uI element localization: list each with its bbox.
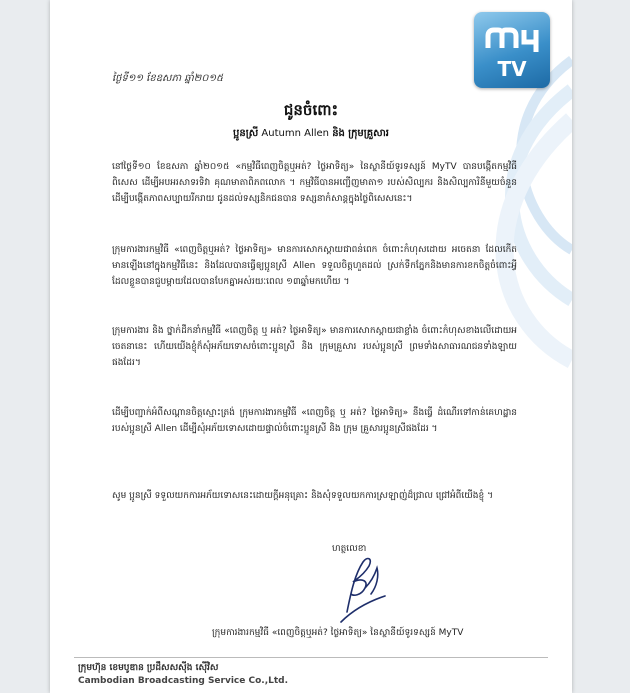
handwritten-signature	[333, 552, 393, 624]
letter-date: ថ្ងៃទី១១ ខែឧសភា ឆ្នាំ២០១៥	[112, 73, 224, 84]
letter-paragraph-3: ក្រុមការងារ និង ថ្នាក់ដឹកនាំកម្មវិធី «ពេញចិត្ត ឬ អត់? ថ្ងៃអាទិត្យ» មានការសោកស្តាយជាខ្លាំង ចំពោះកំហុសខាងលើដោយអចេតនានេះ ហើយយើងខ្ញុំក៏សុំអភ័យទោសចំពោះប្អូនស្រី និង ក្រុមគ្រួសារ របស់ប្អូនស្រី ព្រមទាំងសាធារណជនទាំងឡាយផងដែរ។	[112, 326, 517, 368]
letter-paragraph-2: ក្រុមការងារកម្មវិធី «ពេញចិត្តឬអត់? ថ្ងៃអាទិត្យ» មានការសោកស្តាយជាពន់ពេក ចំពោះកំហុសដោយ អចេតនា ដែលកើតមានឡើងនៅក្នុងកម្មវិធីនេះ និងដែលបានធ្វើឲ្យប្អូនស្រី Allen ទទួលចិត្តហួតដល់ ស្រក់ទឹកភ្នែកនិងមានការខកចិត្តចំពោះអ្វីដែលខ្លួនបានជួបម្ដាយដែលបានបែកគ្នាអស់រយៈពេល ១៣ឆ្នាំមកហើយ ។	[112, 245, 517, 287]
recipient-prefix: ប្អូនស្រី	[233, 128, 259, 139]
letter-recipient	[50, 126, 572, 141]
signature-label: ហត្ថលេខា	[332, 544, 367, 554]
logo-tv-text: TV	[497, 57, 527, 81]
recipient-name: Autumn Allen	[261, 128, 330, 139]
recipient-suffix: ក្រុមគ្រួសារ	[348, 128, 389, 139]
letter-paragraph-5: សូម ប្អូនស្រី ទទួលយកការអភ័យទោសនេះដោយក្ដីអនុគ្រោះ និងសុំទទួលយកការស្រឡាញ់ដ៏ជ្រាល ជ្រៅអំពីយើងខ្ញុំ ។	[112, 491, 494, 501]
footer-company-khmer: ក្រុមហ៊ុន ខេមបូឌាន ប្រដឹសសស៊ីង ស៊ើវិស	[78, 663, 219, 673]
letter-title: ជូនចំពោះ	[283, 101, 339, 119]
letter-page	[50, 0, 572, 693]
mytv-logo	[474, 12, 550, 88]
footer-company-english: Cambodian Broadcasting Service Co.,Ltd.	[78, 676, 289, 686]
signature-organization: ក្រុមការងារកម្មវិធី «ពេញចិត្តឬអត់? ថ្ងៃអាទិត្យ» នៃស្ថានីយ៍ទូរទស្សន៍ MyTV	[212, 628, 464, 638]
letter-paragraph-4: ដើម្បីបញ្ជាក់អំពីសណ្ដានចិត្តស្មោះត្រង់ ក្រុមការងារកម្មវិធី «ពេញចិត្ត ឬ អត់? ថ្ងៃអាទិត្យ» នឹងធ្វើ ដំណើរទៅកាន់គេហដ្ឋានរបស់ប្អូនស្រី Allen ដើម្បីសុំអភ័យទោសដោយផ្ទាល់ចំពោះប្អូនស្រី និង ក្រុម គ្រួសារប្អូនស្រីផងដែរ ។	[112, 408, 517, 434]
letter-paragraph-1: នៅថ្ងៃទី១០ ខែឧសភា ឆ្នាំ២០១៥ «កម្មវិធីពេញចិត្តឬអត់? ថ្ងៃអាទិត្យ» នៃស្ថានីយ៍ទូរទស្សន៍ MyTV បានបង្កើតកម្មវិធីពិសេស ដើម្បីអបអរសាទរទិវា គុណមាតាពិភពលោក ។ កម្មវិធីបានអញ្ជើញមាតា១ របស់សិល្បករ និងសិល្បការិនីមួយចំនួន ដើម្បីបង្កើតភាពសប្បាយរីករាយ ជូនដល់ទស្សនិកជនបាន ទស្សនាកំសាន្តក្នុងថ្ងៃពិសេសនេះ។	[112, 162, 517, 204]
recipient-join: និង	[332, 128, 345, 139]
footer-divider	[74, 657, 548, 658]
